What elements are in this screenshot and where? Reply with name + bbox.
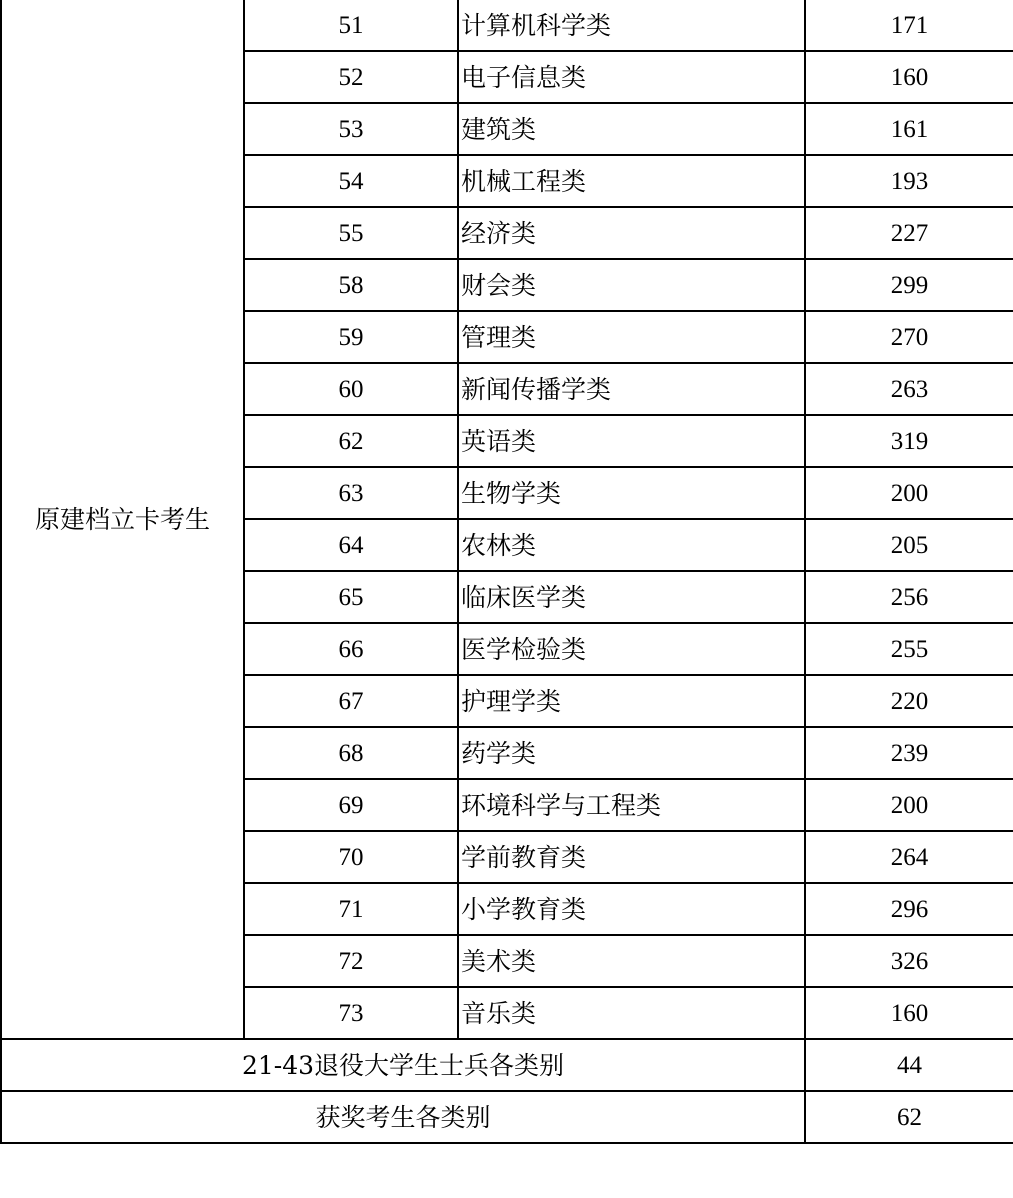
score-cell: 200 [805,467,1013,519]
category-code-cell: 67 [244,675,458,727]
category-code-cell: 62 [244,415,458,467]
category-name-cell: 医学检验类 [458,623,805,675]
category-code-cell: 58 [244,259,458,311]
category-name-cell: 学前教育类 [458,831,805,883]
category-code-cell: 69 [244,779,458,831]
score-cell: 326 [805,935,1013,987]
category-name-cell: 农林类 [458,519,805,571]
score-cell: 270 [805,311,1013,363]
category-code-cell: 54 [244,155,458,207]
category-code-cell: 73 [244,987,458,1039]
table-body [1,0,1013,1143]
score-cell: 205 [805,519,1013,571]
category-code-cell: 64 [244,519,458,571]
score-cell: 296 [805,883,1013,935]
category-name-cell: 新闻传播学类 [458,363,805,415]
footer-category-cell: 21-43退役大学生士兵各类别 [1,1039,805,1091]
category-code-cell: 65 [244,571,458,623]
category-code-cell: 59 [244,311,458,363]
category-name-cell: 环境科学与工程类 [458,779,805,831]
category-name-cell: 护理学类 [458,675,805,727]
score-cell: 193 [805,155,1013,207]
score-cell: 200 [805,779,1013,831]
footer-row [1,1091,1013,1143]
category-name-cell: 计算机科学类 [458,0,805,51]
footer-row [1,1039,1013,1091]
score-cell: 161 [805,103,1013,155]
footer-category-cell: 获奖考生各类别 [1,1091,805,1143]
category-name-cell: 经济类 [458,207,805,259]
category-code-cell: 60 [244,363,458,415]
score-cell: 256 [805,571,1013,623]
category-code-cell: 70 [244,831,458,883]
group-label-cell: 原建档立卡考生 [1,0,244,1039]
category-name-cell: 临床医学类 [458,571,805,623]
category-name-cell: 建筑类 [458,103,805,155]
score-cell: 299 [805,259,1013,311]
score-cell: 263 [805,363,1013,415]
score-cell: 220 [805,675,1013,727]
table-row [1,0,1013,51]
score-cell: 255 [805,623,1013,675]
category-code-cell: 53 [244,103,458,155]
category-code-cell: 71 [244,883,458,935]
score-cell: 44 [805,1039,1013,1091]
score-cell: 62 [805,1091,1013,1143]
score-cell: 227 [805,207,1013,259]
category-code-cell: 52 [244,51,458,103]
category-name-cell: 管理类 [458,311,805,363]
category-code-cell: 66 [244,623,458,675]
category-name-cell: 小学教育类 [458,883,805,935]
category-code-cell: 68 [244,727,458,779]
category-name-cell: 生物学类 [458,467,805,519]
category-name-cell: 药学类 [458,727,805,779]
category-name-cell: 英语类 [458,415,805,467]
score-cell: 160 [805,987,1013,1039]
score-cell: 239 [805,727,1013,779]
score-cell: 319 [805,415,1013,467]
category-code-cell: 51 [244,0,458,51]
category-name-cell: 电子信息类 [458,51,805,103]
category-name-cell: 美术类 [458,935,805,987]
category-code-cell: 55 [244,207,458,259]
category-code-cell: 63 [244,467,458,519]
category-name-cell: 机械工程类 [458,155,805,207]
score-cell: 171 [805,0,1013,51]
category-code-cell: 72 [244,935,458,987]
category-name-cell: 音乐类 [458,987,805,1039]
category-name-cell: 财会类 [458,259,805,311]
score-cell: 160 [805,51,1013,103]
score-cell: 264 [805,831,1013,883]
